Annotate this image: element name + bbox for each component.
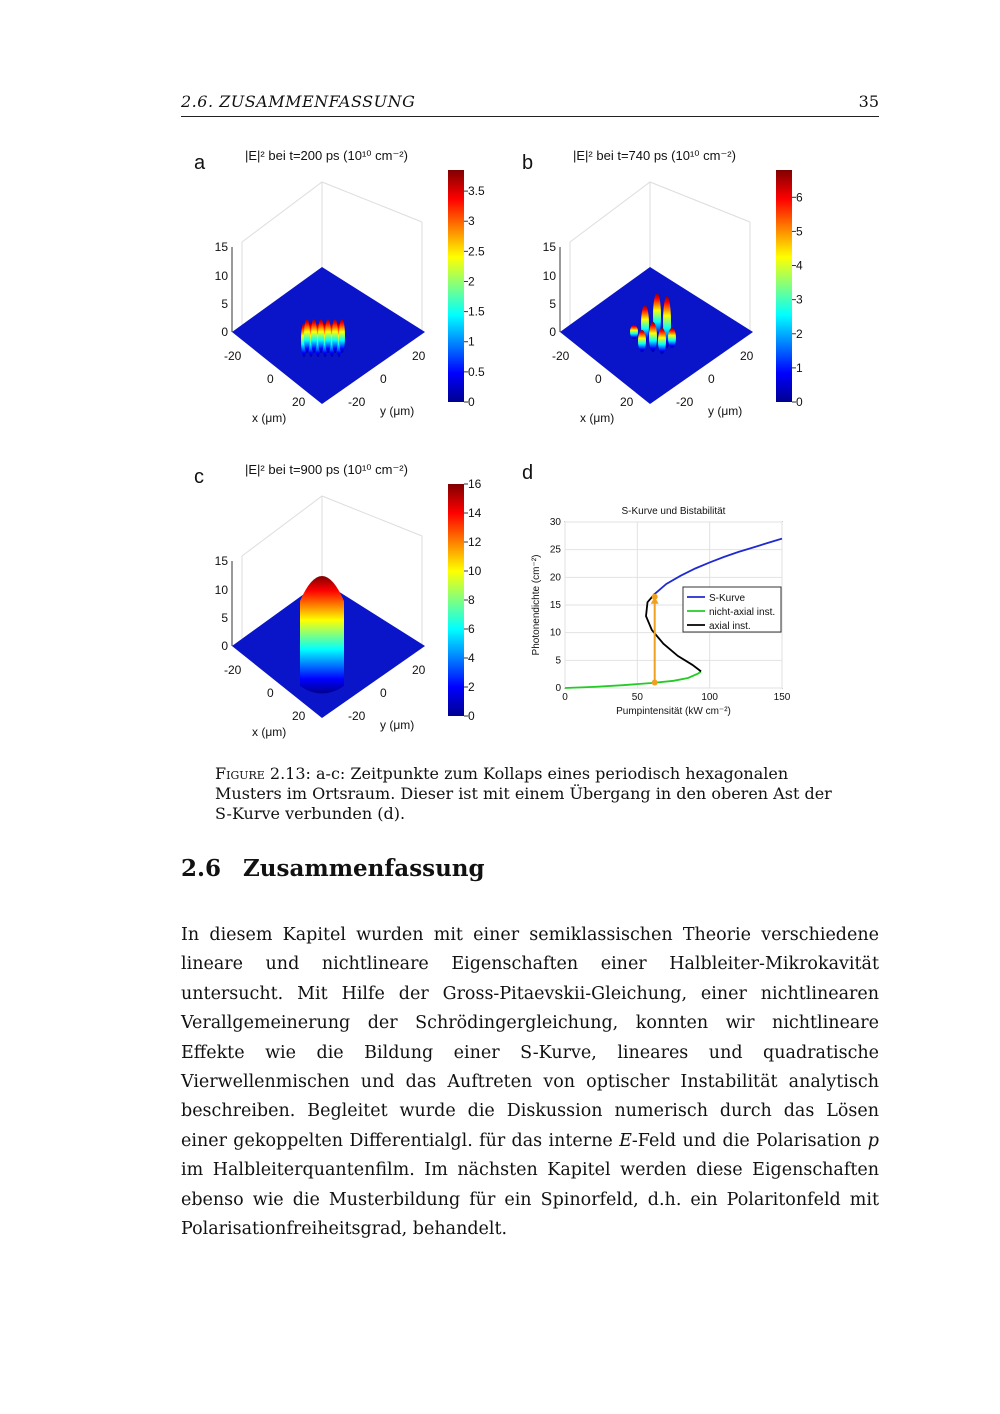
colorbar-tick-label: 16 — [468, 477, 482, 491]
x-tick-label: -20 — [224, 349, 242, 363]
x-tick-label: -20 — [224, 663, 242, 677]
panel-label: d — [522, 462, 534, 484]
colorbar-tick-label: 14 — [468, 506, 482, 520]
colorbar-tick-label: 1.5 — [468, 304, 485, 319]
x-tick-label: 0 — [595, 372, 602, 386]
intensity-peak — [311, 319, 317, 353]
legend-label: nicht-axial inst. — [709, 607, 776, 618]
x-tick-label: 0 — [267, 372, 274, 386]
y-tick-label: 20 — [549, 572, 561, 584]
y-tick-label: 20 — [412, 663, 426, 677]
colorbar — [448, 484, 464, 716]
intensity-peak — [668, 328, 676, 348]
x-axis-label: x (μm) — [252, 725, 287, 739]
y-tick-label: -20 — [348, 395, 366, 409]
colorbar-tick-label: 0 — [468, 709, 475, 723]
y-tick-label: 0 — [555, 683, 561, 694]
y-tick-label: 10 — [549, 627, 561, 639]
x-tick-label: 20 — [292, 709, 306, 723]
transition-point — [652, 679, 658, 685]
panel-a — [182, 142, 502, 432]
section-heading — [181, 855, 485, 882]
legend-label: S-Kurve — [709, 593, 746, 604]
intensity-peak — [630, 325, 638, 339]
y-tick-label: 0 — [380, 686, 387, 700]
z-tick-label: 15 — [542, 240, 556, 254]
colorbar-tick-label: 12 — [468, 535, 482, 549]
colorbar-tick-label: 4 — [796, 258, 803, 273]
intensity-peak — [658, 328, 666, 354]
x-axis-label: Pumpintensität (kW cm⁻²) — [616, 706, 731, 717]
panel-title: |E|² bei t=900 ps (10¹⁰ cm⁻²) — [245, 462, 408, 477]
panel-title: |E|² bei t=740 ps (10¹⁰ cm⁻²) — [573, 148, 736, 163]
x-tick-label: 20 — [620, 395, 634, 409]
running-header — [181, 90, 879, 117]
legend-label: axial inst. — [709, 621, 751, 632]
intensity-peak — [339, 319, 345, 353]
surface-plot-b — [510, 142, 838, 432]
s-curve-chart — [510, 456, 862, 746]
colorbar-tick-label: 4 — [468, 651, 475, 665]
panel-d — [510, 456, 862, 746]
figure-caption — [215, 764, 845, 824]
y-tick-label: 25 — [549, 544, 561, 556]
colorbar-tick-label: 8 — [468, 593, 475, 607]
y-axis-label: y (μm) — [380, 718, 415, 732]
z-tick-label: 10 — [214, 583, 228, 597]
colorbar-tick-label: 2 — [468, 680, 475, 694]
x-axis-label: x (μm) — [580, 411, 615, 425]
symbol-p: p — [867, 1130, 879, 1151]
body-text-3: im Halbleiterquantenfilm. Im nächsten Kapitel werden diese Eigenschaften ebenso wie die Musterbildung für ein Spinorfeld, d.h. ein Polaritonfeld mit Polarisationfreiheitsgrad, behandelt. — [181, 1160, 879, 1240]
intensity-peak — [318, 319, 324, 353]
colorbar-tick-label: 2.5 — [468, 244, 485, 259]
z-tick-label: 15 — [214, 554, 228, 568]
chart-title: S-Kurve und Bistabilität — [621, 506, 726, 517]
y-axis-label: Photonendichte (cm⁻²) — [531, 554, 542, 656]
intensity-peak — [325, 319, 331, 353]
z-tick-label: 10 — [214, 269, 228, 283]
colorbar-tick-label: 0.5 — [468, 364, 485, 379]
caption-text: a-c: Zeitpunkte zum Kollaps eines periodisch hexagonalen Musters im Ortsraum. Dieser ist mit einem Übergang in den oberen Ast der S-Kurve verbunden (d). — [215, 764, 832, 823]
intensity-peak — [332, 319, 338, 353]
intensity-peak — [649, 322, 657, 352]
z-tick-label: 15 — [214, 240, 228, 254]
colorbar-tick-label: 6 — [796, 190, 803, 205]
intensity-peak — [304, 319, 310, 353]
page-number: 35 — [858, 92, 879, 111]
colorbar-tick-label: 6 — [468, 622, 475, 636]
x-tick-label: 0 — [562, 692, 568, 703]
y-tick-label: 30 — [549, 517, 561, 528]
x-tick-label: 20 — [292, 395, 306, 409]
surface-plot-a — [182, 142, 502, 432]
body-paragraph — [181, 921, 879, 1244]
body-text-2: -Feld und die Polarisation — [631, 1130, 868, 1151]
figure-label: Figure 2.13: — [215, 764, 311, 783]
colorbar-tick-label: 5 — [796, 224, 803, 239]
colorbar-tick-label: 2 — [468, 274, 475, 289]
colorbar-tick-label: 3 — [796, 292, 803, 307]
header-section: 2.6. ZUSAMMENFASSUNG — [181, 92, 416, 111]
y-tick-label: -20 — [676, 395, 694, 409]
transition-point — [652, 594, 658, 600]
surface-plot-c — [182, 456, 502, 746]
collapsed-peak — [300, 576, 344, 694]
section-title: Zusammenfassung — [243, 855, 485, 882]
panel-label: c — [194, 466, 204, 488]
x-tick-label: 0 — [267, 686, 274, 700]
section-number: 2.6 — [181, 855, 222, 882]
y-tick-label: 15 — [549, 600, 561, 611]
colorbar-tick-label: 2 — [796, 326, 803, 341]
z-tick-label: 5 — [221, 297, 228, 311]
colorbar-tick-label: 3 — [468, 214, 475, 229]
peak-cluster — [301, 319, 345, 357]
colorbar — [776, 170, 792, 402]
panel-label: b — [522, 152, 534, 174]
y-tick-label: 20 — [412, 349, 426, 363]
y-tick-label: 0 — [380, 372, 387, 386]
colorbar-tick-label: 10 — [468, 564, 482, 578]
z-tick-label: 5 — [549, 297, 556, 311]
x-tick-label: 50 — [631, 692, 643, 703]
colorbar-tick-label: 3.5 — [468, 184, 485, 199]
z-tick-label: 5 — [221, 611, 228, 625]
y-tick-label: 5 — [555, 655, 561, 667]
z-tick-label: 0 — [221, 639, 228, 653]
y-tick-label: -20 — [348, 709, 366, 723]
panel-label: a — [194, 152, 206, 174]
intensity-peak — [638, 330, 646, 352]
z-tick-label: 10 — [542, 269, 556, 283]
x-tick-label: -20 — [552, 349, 570, 363]
x-axis-label: x (μm) — [252, 411, 287, 425]
z-tick-label: 0 — [221, 325, 228, 339]
panel-b — [510, 142, 838, 432]
colorbar-tick-label: 0 — [468, 395, 475, 409]
x-tick-label: 150 — [773, 692, 791, 703]
colorbar-tick-label: 1 — [468, 334, 475, 349]
panel-title: |E|² bei t=200 ps (10¹⁰ cm⁻²) — [245, 148, 408, 163]
colorbar — [448, 170, 464, 402]
y-tick-label: 0 — [708, 372, 715, 386]
colorbar-tick-label: 1 — [796, 360, 803, 375]
symbol-e: E — [619, 1130, 632, 1151]
y-tick-label: 20 — [740, 349, 754, 363]
colorbar-tick-label: 0 — [796, 395, 803, 409]
body-text-1: In diesem Kapitel wurden mit einer semiklassischen Theorie verschiedene lineare und nichtlineare Eigenschaften einer Halbleiter-Mikrokavität untersucht. Mit Hilfe der Gross-Pitaevskii-Gleichung, einer nichtlinearen Verallgemeinerung der Schrödingergleichung, konnten wir nichtlineare Effekte wie die Bildung einer S-Kurve, lineares und quadratische Vierwellenmischen und das Auftreten von optischer Instabilität analytisch beschreiben. Begleitet wurde die Diskussion numerisch durch das Lösen einer gekoppelten Differentialgl. für das interne — [181, 925, 879, 1151]
x-tick-label: 100 — [701, 692, 719, 703]
panel-c — [182, 456, 502, 746]
y-axis-label: y (μm) — [708, 404, 743, 418]
y-axis-label: y (μm) — [380, 404, 415, 418]
z-tick-label: 0 — [549, 325, 556, 339]
